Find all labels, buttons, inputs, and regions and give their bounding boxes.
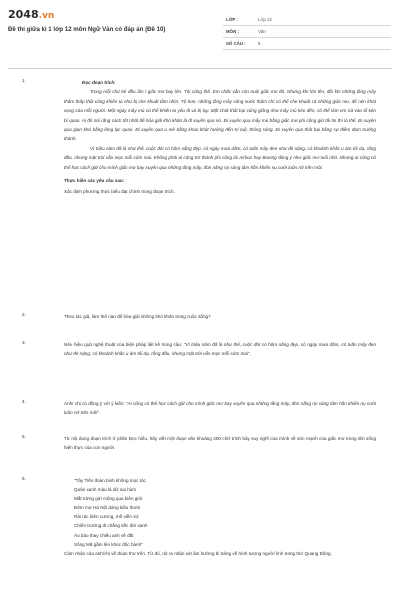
question-body <box>64 399 376 418</box>
meta-value-subject: Văn <box>258 29 266 34</box>
reading-heading: Đọc đoạn trích: <box>82 80 116 85</box>
question-lead: Anh/ chị có đồng ý với ý kiến: <box>64 401 127 406</box>
question-body <box>64 476 376 558</box>
question-text <box>64 340 376 359</box>
poem-excerpt <box>64 476 376 549</box>
meta-row-class <box>223 14 391 26</box>
exam-title: Đề thi giữa kì 1 lớp 12 môn Ngữ Văn có đáp án (Đề 10) <box>8 26 166 33</box>
requirements-heading: Thực hiện các yêu cầu sau: <box>64 178 125 184</box>
question-number: 1. <box>22 78 26 83</box>
question-number: 6. <box>22 476 26 481</box>
question-body <box>64 312 376 321</box>
question-body <box>64 434 376 453</box>
meta-value-class: Lớp 12 <box>258 17 272 22</box>
meta-label-question-count: SỐ CÂU : <box>226 41 246 46</box>
question-number: 5. <box>22 434 26 439</box>
meta-value-question-count: 6 <box>258 41 261 46</box>
question-number: 3. <box>22 340 26 345</box>
logo-suffix: .vn <box>38 11 55 21</box>
meta-row-question-count <box>223 38 391 50</box>
meta-label-class: LỚP : <box>226 17 238 22</box>
header-divider <box>8 68 392 69</box>
poem-line: Quân xanh màu lá dữ oai hùm <box>74 487 137 493</box>
question-quote: "Ai cũng có thể học cách giữ cho mình giấc mơ bay xuyên qua những tầng mây, đón nắng rọi sáng tâm hồn khiến nụ cười luôn nở trên môi". <box>64 401 377 416</box>
question-quote: "Vì triệu năm đã là như thế, cuộc đời có hôm nắng đẹp, có ngày mưa dầm, có tuần mây đen như đè nặng, có khoảnh khắc u ám tối dạ, rồng đầu, nhưng mặt trời vẫn mọc mỗi sớm mai". <box>64 342 376 357</box>
meta-label-subject: MÔN : <box>226 29 239 34</box>
page-header <box>0 0 400 62</box>
poem-line: Đêm mơ Hà Nội dáng kiều thơm <box>74 505 141 511</box>
exam-meta-table <box>223 14 391 50</box>
logo-text: 2048 <box>8 8 39 21</box>
poem-line: Chiến trường đi chẳng tiếc đời xanh <box>74 523 148 529</box>
question-text <box>64 399 376 418</box>
passage-paragraph-2: Vì triệu năm đã là như thế, cuộc đời có hôm nắng đẹp, có ngày mưa dầm, có tuần mây đen như đè nặng, có khoảnh khắc u ám tối dạ, rồng đầu, nhưng mặt trời vẫn mọc mỗi sớm mai. Không phải ai cũng trở thành phi công lái Airbus hay Boeing đúng ý như giấc mơ tuổi nhỏ. Nhưng ai cũng có thể học cách giữ cho mình giấc mơ bay xuyên qua những tầng mây, đón nắng rọi sáng tâm hồn khiến nụ cười luôn nở trên môi. <box>64 145 376 170</box>
poem-line: Áo bào thay chiếu anh về đất <box>74 532 134 538</box>
question-text: Xác định phương thức biểu đạt chính trong đoạn trích. <box>64 189 175 195</box>
poem-line: "Tây Tiến đoàn binh không mọc tóc <box>74 478 146 483</box>
question-text: Cảm nhận của anh/chị về đoạn thơ trên. Từ đó, rút ra nhận xét âm hưởng bi tráng về hình tượng người lính trong thơ Quang Dũng. <box>64 550 332 556</box>
question-text: Từ nội dung đoạn trích ở phần Đọc hiểu, hãy viết một đoạn văn khoảng 200 chữ trình bày suy nghĩ của mình về sức mạnh của giấc mơ trong đời sống hiện thực của con người. <box>64 436 376 451</box>
question-number: 4. <box>22 399 26 404</box>
question-body <box>64 78 376 197</box>
poem-line: Sông Mã gầm lên khúc độc hành" <box>74 541 143 547</box>
question-body <box>64 340 376 359</box>
poem-line: Mắt trừng gửi mộng qua biên giới <box>74 496 143 502</box>
question-lead: Nêu hiệu quả nghệ thuật của biện pháp liệt kê trong câu: <box>64 342 184 347</box>
site-logo[interactable] <box>8 8 54 21</box>
poem-line: Rải rác biên cương, mồ viễn xứ <box>74 514 139 520</box>
question-text: Theo tác giả, làm thế nào để hóa giải những khó khăn trong cuộc sống? <box>64 314 211 319</box>
meta-row-subject <box>223 26 391 38</box>
question-number: 2. <box>22 312 26 317</box>
passage-paragraph-1: Trong mỗi chú bé đều ẩm ỉ giấc mơ bay lên. Tôi cũng thế. Em chắc vẫn còn nuôi giấc mơ đó. Nhưng khi lớn lên, đôi khi những tầng mây thâm thấp thôi cũng khiến ta như bị che khuất tầm nhìn. Tệ hơn, những tầng mây sũng nước thậm chí có thể che khuất cả những giấc mơ, để nén khát vọng của mỗi người. Một ngày mây mù có thể khiến ta yếu đi và bị lụy. Một chút thất bại cũng giống như mây mù kéo đến, có thể làm em rút vào tổ kén bí quan. Ai đó nói rằng cách tốt nhất để hóa giải khó khăn là đi xuyên qua nó. Đi xuyên qua mây mù bằng giấc mơ phi công giờ tôi tin thì là thế. Đi xuyên qua gian khó bằng lòng lạc quan. Đi xuyên qua u mê bằng khao khát hướng đến trí tuệ, thông sáng. Đi xuyên qua thất bại bằng sự điềm đạm trưởng thành. <box>64 89 376 142</box>
